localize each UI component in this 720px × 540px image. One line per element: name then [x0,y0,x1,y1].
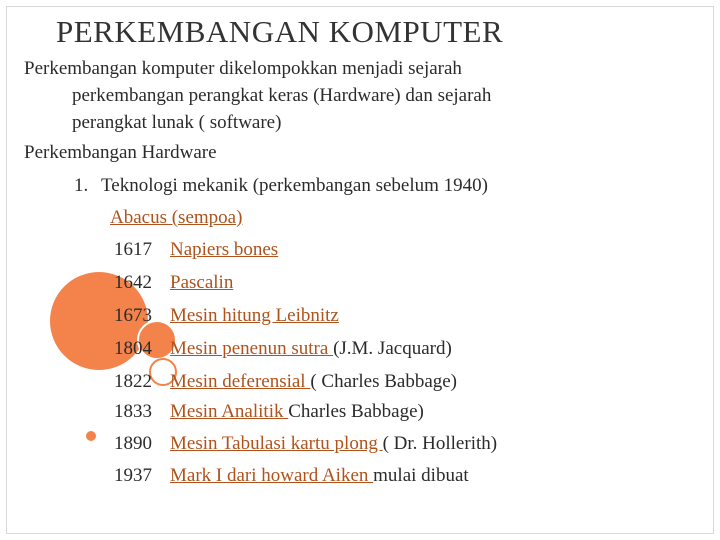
timeline-suffix: (J.M. Jacquard) [333,338,452,359]
timeline-link[interactable]: Mark I dari howard Aiken [170,465,374,486]
timeline-link[interactable]: Mesin hitung Leibnitz [170,305,339,326]
timeline-link[interactable]: Mesin penenun sutra [170,338,334,359]
abacus-row [110,208,242,227]
decorative-circle-small [86,431,96,441]
timeline-row [114,273,233,292]
timeline-row [114,402,424,421]
timeline-row [114,466,469,485]
timeline-link[interactable]: Mesin deferensial [170,371,311,392]
timeline-link[interactable]: Napiers bones [170,239,279,260]
timeline-suffix: ( Charles Babbage) [310,371,458,392]
intro-line-2: perkembangan perangkat keras (Hardware) dan sejarah [72,85,492,106]
timeline-year: 1617 [114,239,152,260]
timeline-row [114,434,497,453]
timeline-year: 1822 [114,371,152,392]
item-number: 1. [74,175,89,196]
intro-line-3: perangkat lunak ( software) [72,112,282,133]
numbered-item [74,176,488,195]
timeline-suffix: Charles Babbage) [288,401,424,422]
timeline-year: 1890 [114,433,152,454]
section-heading: Perkembangan Hardware [24,142,217,163]
timeline-year: 1804 [114,338,152,359]
frame-right-line [713,6,714,534]
abacus-link[interactable]: Abacus (sempoa) [110,207,243,228]
timeline-year: 1673 [114,305,152,326]
timeline-suffix: mulai dibuat [373,465,469,486]
timeline-year: 1833 [114,401,152,422]
timeline-link[interactable]: Mesin Analitik [170,401,289,422]
frame-top-line [6,6,714,7]
timeline-link[interactable]: Mesin Tabulasi kartu plong [170,433,383,454]
timeline-row [114,339,452,358]
frame-bottom-line [6,533,714,534]
timeline-row [114,306,339,325]
intro-line-1: Perkembangan komputer dikelompokkan menjadi sejarah [24,58,462,79]
item-text: Teknologi mekanik (perkembangan sebelum 1940) [101,175,489,196]
timeline-link[interactable]: Pascalin [170,272,234,293]
timeline-suffix: ( Dr. Hollerith) [382,433,498,454]
timeline-row [114,372,457,391]
frame-left-line [6,6,7,534]
timeline-year: 1937 [114,465,152,486]
timeline-year: 1642 [114,272,152,293]
timeline-row [114,240,278,259]
slide-title: PERKEMBANGAN KOMPUTER [56,14,504,49]
